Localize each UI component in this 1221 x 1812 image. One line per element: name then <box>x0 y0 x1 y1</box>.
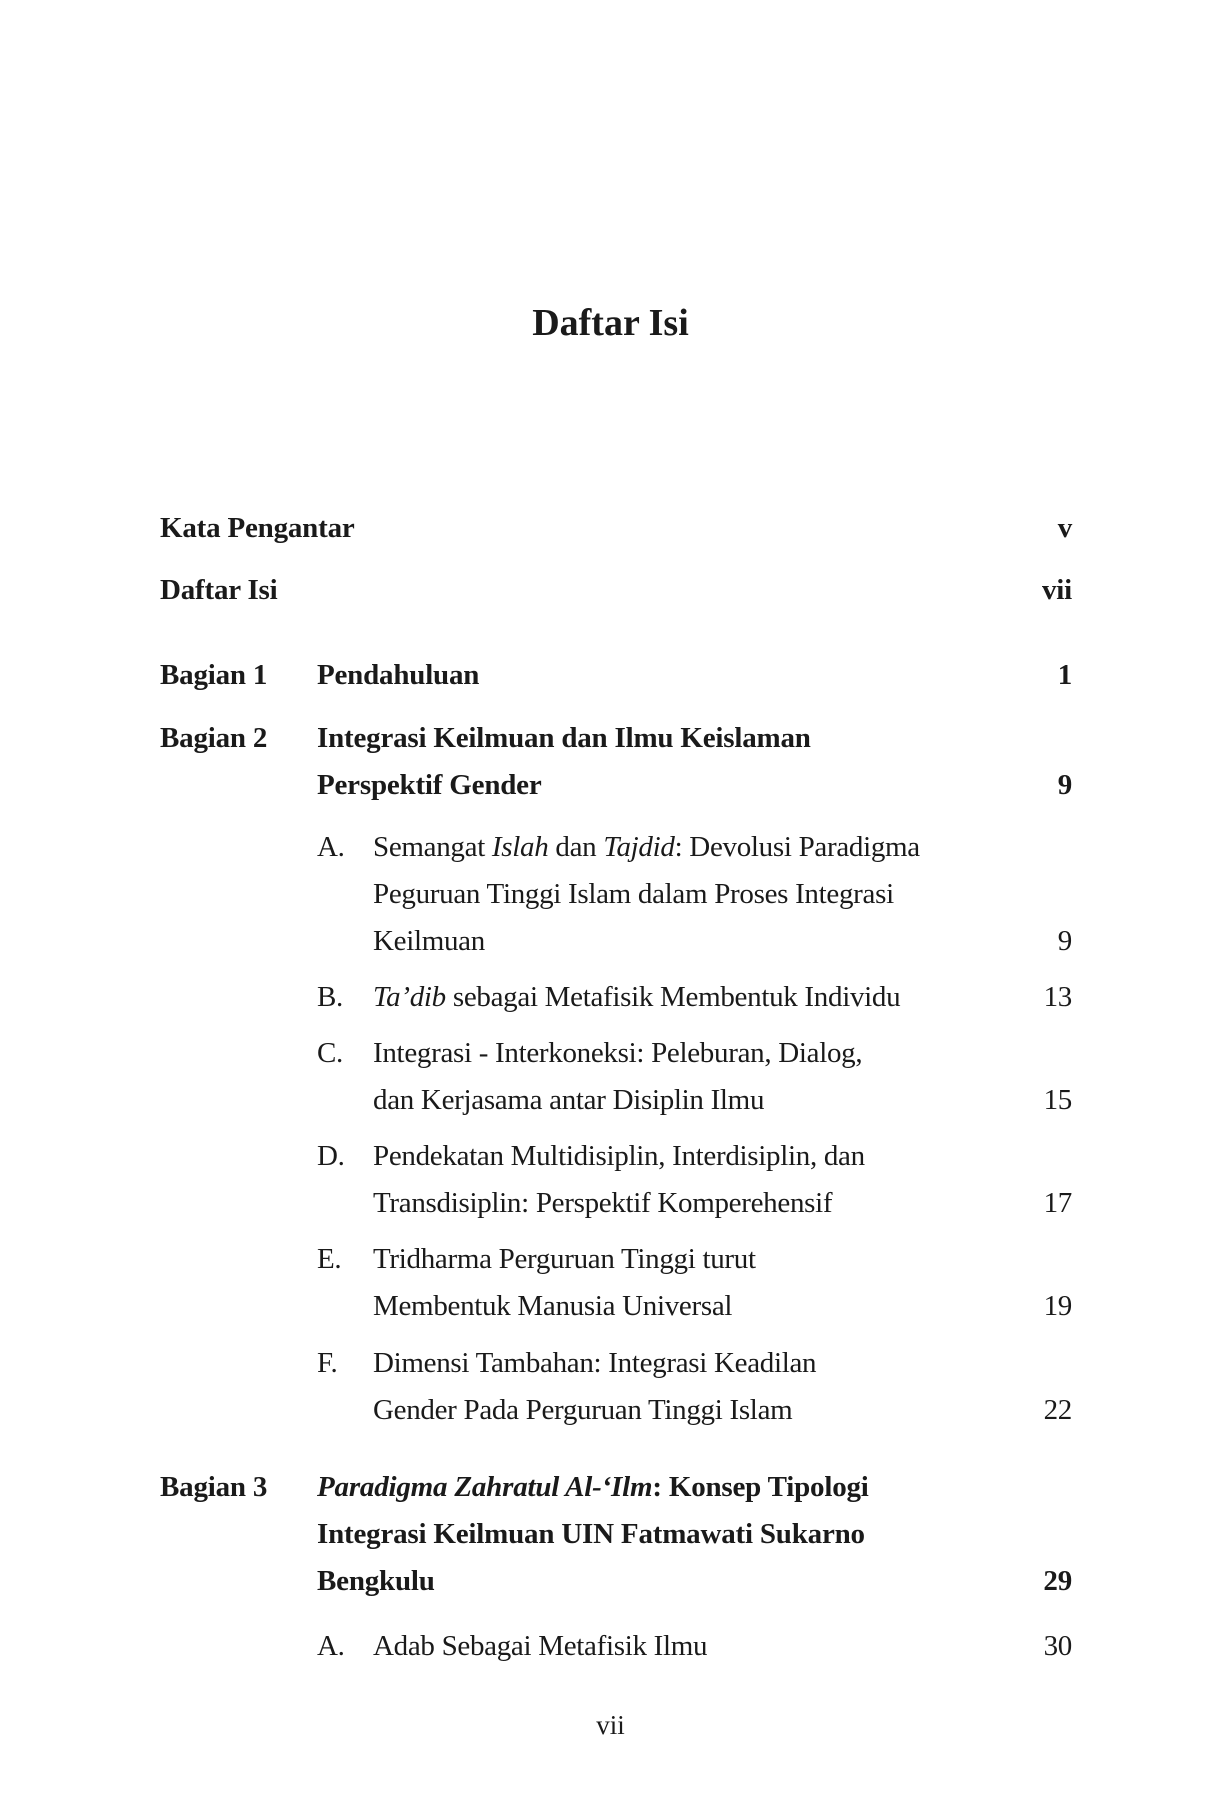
section-title <box>373 974 1013 1021</box>
section-title <box>373 1133 1013 1227</box>
chapter-label: Bagian 1 <box>160 659 268 691</box>
section-title <box>373 1030 1013 1124</box>
toc-page-number: v <box>1057 512 1072 544</box>
toc-page-number: 19 <box>1043 1290 1072 1322</box>
chapter-title-line: Perspektif Gender <box>317 769 542 801</box>
section-title <box>373 1623 1013 1670</box>
section-title <box>373 1340 1013 1434</box>
section-title-line: Ta’dib sebagai Metafisik Membentuk Individu <box>373 981 901 1013</box>
toc-page-number: 30 <box>1043 1630 1072 1662</box>
chapter-title-line: Bengkulu <box>317 1565 435 1597</box>
section-title-line: Pendekatan Multidisiplin, Interdisiplin, dan <box>373 1140 865 1172</box>
section-title-line: Membentuk Manusia Universal <box>373 1290 733 1322</box>
italic-term: Tajdid <box>603 831 675 863</box>
toc-page-number: 22 <box>1043 1394 1072 1426</box>
chapter-title-line: Integrasi Keilmuan UIN Fatmawati Sukarno <box>317 1518 865 1550</box>
italic-term: Islah <box>491 831 549 863</box>
section-title <box>373 824 1013 965</box>
chapter-label: Bagian 2 <box>160 722 268 754</box>
toc-page-number: 9 <box>1057 769 1072 801</box>
footer-page-number: vii <box>596 1710 625 1740</box>
italic-term: Ta’dib <box>373 981 446 1013</box>
chapter-title <box>317 1464 997 1605</box>
toc-page-number: 29 <box>1043 1565 1072 1597</box>
section-letter: C. <box>317 1037 343 1069</box>
italic-term: Paradigma Zahratul Al-‘Ilm <box>317 1471 653 1503</box>
chapter-title-line: Integrasi Keilmuan dan Ilmu Keislaman <box>317 722 811 754</box>
section-letter: D. <box>317 1140 345 1172</box>
section-title-line: Keilmuan <box>373 925 485 957</box>
section-title <box>373 1236 1013 1330</box>
section-title-line: Gender Pada Perguruan Tinggi Islam <box>373 1394 793 1426</box>
chapter-title <box>317 715 997 809</box>
chapter-label: Bagian 3 <box>160 1471 268 1503</box>
toc-page-number: 17 <box>1043 1187 1072 1219</box>
toc-page-number: vii <box>1041 574 1072 606</box>
section-letter: F. <box>317 1347 338 1379</box>
section-title-line: Peguruan Tinggi Islam dalam Proses Integrasi <box>373 878 894 910</box>
section-title-line: Integrasi - Interkoneksi: Peleburan, Dialog, <box>373 1037 863 1069</box>
toc-page-number: 13 <box>1043 981 1072 1013</box>
section-letter: B. <box>317 981 343 1013</box>
section-letter: A. <box>317 1630 345 1662</box>
toc-page-number: 15 <box>1043 1084 1072 1116</box>
section-title-line: dan Kerjasama antar Disiplin Ilmu <box>373 1084 765 1116</box>
section-letter: E. <box>317 1243 342 1275</box>
toc-page-number: 9 <box>1057 925 1072 957</box>
toc-page-number: 1 <box>1057 659 1072 691</box>
toc-entry-label: Kata Pengantar <box>160 512 355 544</box>
section-title-line: Dimensi Tambahan: Integrasi Keadilan <box>373 1347 817 1379</box>
section-title-line: Transdisiplin: Perspektif Komperehensif <box>373 1187 833 1219</box>
toc-entry-label: Daftar Isi <box>160 574 278 606</box>
section-letter: A. <box>317 831 345 863</box>
section-title-line: Adab Sebagai Metafisik Ilmu <box>373 1630 708 1662</box>
section-title-line: Semangat Islah dan Tajdid: Devolusi Paradigma <box>373 831 920 863</box>
chapter-title-line: Paradigma Zahratul Al-‘Ilm: Konsep Tipologi <box>317 1471 869 1503</box>
chapter-title: Pendahuluan <box>317 659 480 691</box>
section-title-line: Tridharma Perguruan Tinggi turut <box>373 1243 756 1275</box>
page-title: Daftar Isi <box>532 302 689 344</box>
